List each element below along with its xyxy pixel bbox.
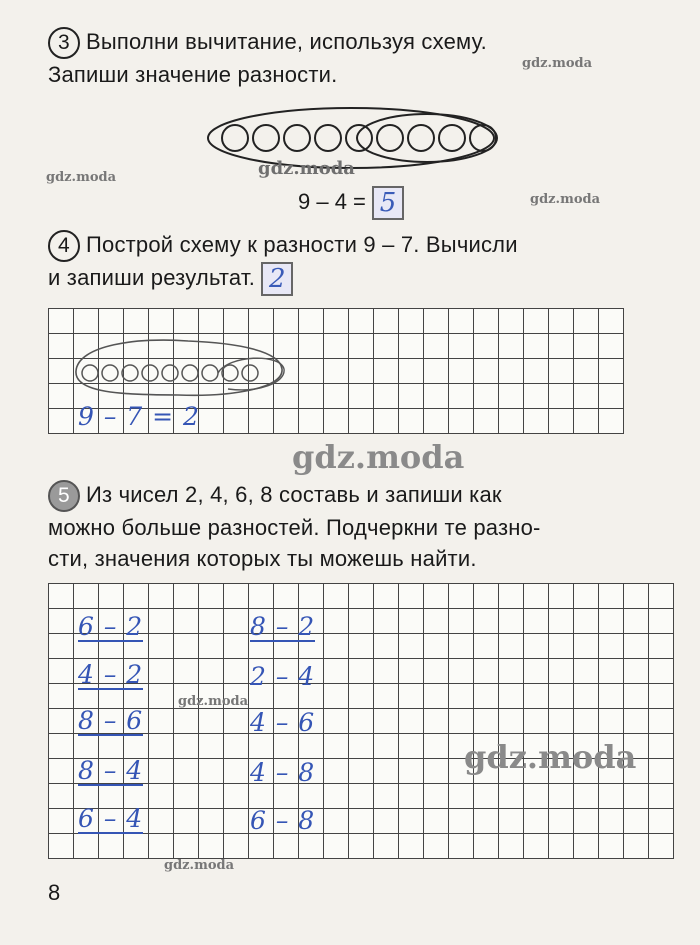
task-text-line: Выполни вычитание, используя схему.: [86, 29, 487, 54]
watermark: gdz.moda: [178, 694, 249, 709]
pencil-oval-small: [218, 358, 284, 390]
counter-circle: [377, 125, 403, 151]
counter-circle: [470, 125, 496, 151]
pencil-circle: [82, 365, 98, 381]
task-text-line: сти, значения которых ты можешь найти.: [48, 546, 477, 572]
watermark: gdz.moda: [292, 438, 465, 476]
task-text-line: и запиши результат.: [48, 265, 256, 291]
pencil-circle: [242, 365, 258, 381]
task-text-line: Построй схему к разности 9 – 7. Вычисли: [86, 232, 518, 257]
pencil-circle: [182, 365, 198, 381]
subtraction-scheme: [205, 105, 505, 171]
task-3: [48, 26, 487, 90]
pencil-circle: [102, 365, 118, 381]
counter-circle: [315, 125, 341, 151]
handwritten-difference: 8 – 6: [78, 706, 144, 735]
page-number: 8: [48, 880, 61, 905]
pencil-oval-large: [76, 340, 282, 395]
counter-circle: [222, 125, 248, 151]
task-5: [48, 479, 541, 574]
handwritten-difference: 8 – 2: [250, 612, 316, 641]
answer-box[interactable]: 2: [261, 262, 293, 296]
handwritten-difference: 4 – 8: [250, 758, 316, 787]
watermark: gdz.moda: [522, 56, 593, 71]
handwritten-difference: 4 – 2: [78, 660, 144, 689]
pencil-circle: [162, 365, 178, 381]
counter-circle: [439, 125, 465, 151]
watermark: gdz.moda: [530, 192, 601, 207]
task-number: 3: [48, 27, 80, 59]
watermark: gdz.moda: [164, 858, 235, 873]
task-4: [48, 229, 518, 296]
counter-circle: [284, 125, 310, 151]
watermark: gdz.moda: [258, 158, 355, 179]
handwritten-difference: 6 – 8: [250, 806, 316, 835]
handwritten-difference: 4 – 6: [250, 708, 316, 737]
task-text-line: Из чисел 2, 4, 6, 8 составь и запиши как: [86, 482, 502, 507]
handwritten-scheme: [68, 333, 298, 403]
equation-text: 9 – 4 =: [298, 188, 366, 214]
pencil-circle: [142, 365, 158, 381]
task-number: 5: [48, 480, 80, 512]
task-number: 4: [48, 230, 80, 262]
pencil-circle: [222, 365, 238, 381]
handwritten-difference: 2 – 4: [250, 662, 316, 691]
pencil-circle: [122, 365, 138, 381]
counter-circle: [253, 125, 279, 151]
task-3-equation: [298, 186, 404, 220]
handwritten-answer: 9 – 7 = 2: [78, 402, 200, 431]
task-text-line: Запиши значение разности.: [48, 62, 338, 88]
watermark: gdz.moda: [464, 738, 637, 776]
handwritten-difference: 8 – 4: [78, 756, 144, 785]
handwritten-difference: 6 – 2: [78, 612, 144, 641]
task-text-line: можно больше разностей. Подчеркни те разно-: [48, 515, 541, 541]
counter-circle: [408, 125, 434, 151]
watermark: gdz.moda: [46, 170, 117, 185]
pencil-circle: [202, 365, 218, 381]
handwritten-difference: 6 – 4: [78, 804, 144, 833]
answer-box[interactable]: 5: [372, 186, 404, 220]
counter-circle: [346, 125, 372, 151]
